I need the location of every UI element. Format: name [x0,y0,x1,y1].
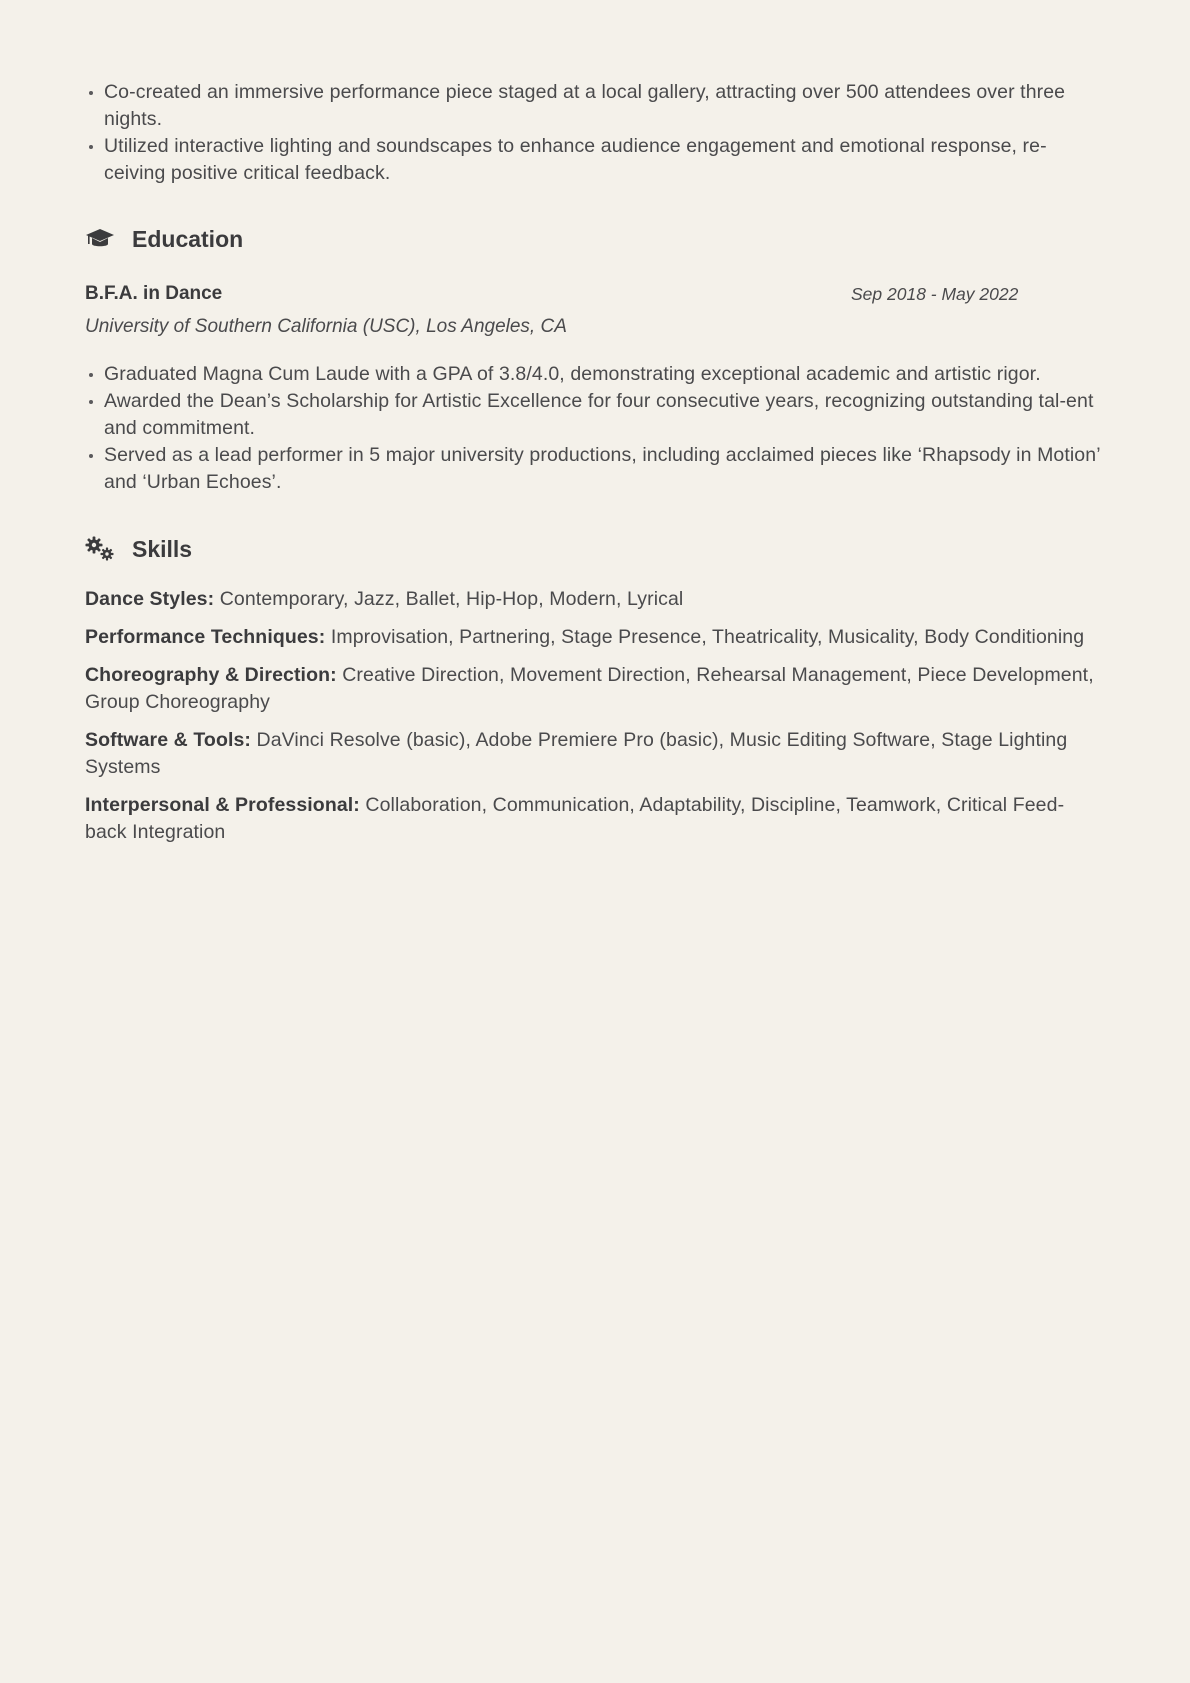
skill-label: Dance Styles: [85,588,215,610]
skill-value: Creative Direction, Movement Direction, Rehearsal Management, Piece Development, Group Choreography [85,664,1094,713]
skill-value: Collaboration, Communication, Adaptability, Discipline, Teamwork, Critical Feed-back Integration [85,794,1065,843]
skill-label: Interpersonal & Professional: [85,794,360,816]
education-bullet: Served as a lead performer in 5 major university productions, including acclaimed pieces like ‘Rhapsody in Motion’ and ‘Urban Echoes’. [104,442,1105,496]
degree-title: B.F.A. in Dance [85,283,223,304]
education-heading [85,222,1105,256]
skill-row [85,727,1105,781]
education-entry-header [85,280,1105,308]
school-name: University of Southern California (USC), Los Angeles, CA [85,316,567,337]
skill-value: Improvisation, Partnering, Stage Presence, Theatricality, Musicality, Body Conditioning [330,626,1085,648]
experience-bullet-list [85,79,1105,187]
skill-label: Performance Techniques: [85,626,326,648]
skill-row [85,586,1105,613]
education-bullet: Graduated Magna Cum Laude with a GPA of 3.8/4.0, demonstrating exceptional academic and artistic rigor. [104,361,1105,388]
skill-value: Contemporary, Jazz, Ballet, Hip-Hop, Modern, Lyrical [219,588,684,610]
skill-row [85,792,1105,846]
skills-title: Skills [132,535,193,562]
skill-label: Choreography & Direction: [85,664,337,686]
education-title: Education [132,225,244,252]
skill-row [85,624,1105,651]
experience-bullet: Co-created an immersive performance piece staged at a local gallery, attracting over 500 attendees over three nights. [104,79,1105,133]
education-dates: Sep 2018 - May 2022 [851,284,1019,304]
gears-icon [85,536,117,562]
skills-heading [85,532,1105,566]
graduation-cap-icon [85,226,117,252]
skill-label: Software & Tools: [85,729,252,751]
skills-list [85,586,1105,846]
skill-value: DaVinci Resolve (basic), Adobe Premiere Pro (basic), Music Editing Software, Stage Lighting Systems [85,729,1068,778]
education-bullet: Awarded the Dean’s Scholarship for Artistic Excellence for four consecutive years, recognizing outstanding tal-ent and commitment. [104,388,1105,442]
education-bullet-list [85,361,1105,496]
skill-row [85,662,1105,716]
experience-bullet: Utilized interactive lighting and soundscapes to enhance audience engagement and emotional response, re-ceiving positive critical feedback. [104,133,1105,187]
